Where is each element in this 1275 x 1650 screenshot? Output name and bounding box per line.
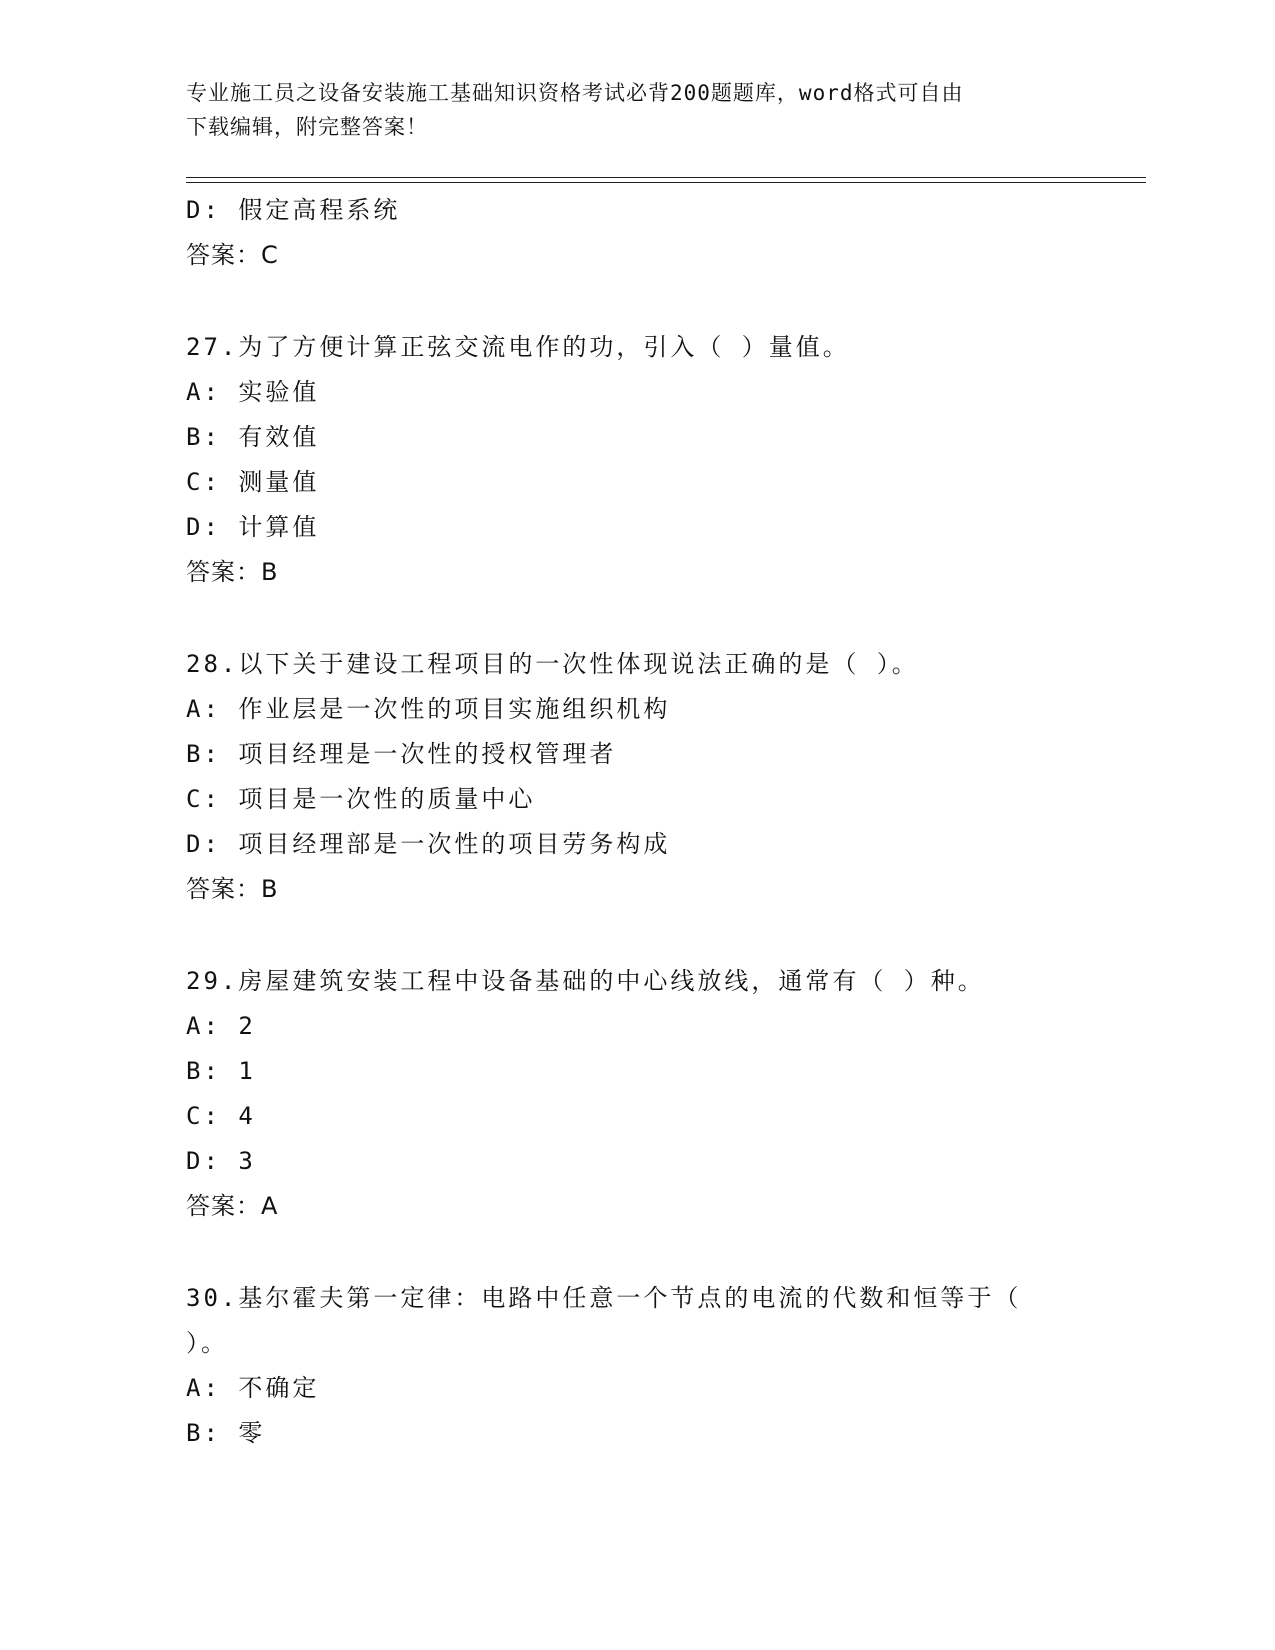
answer-line: 答案：B xyxy=(186,558,279,586)
header-line-2: 下载编辑，附完整答案！ xyxy=(186,115,428,139)
option-a: A: 2 xyxy=(186,1012,256,1040)
option-a: A: 作业层是一次性的项目实施组织机构 xyxy=(186,695,671,723)
question-stem-line-1: 30.基尔霍夫第一定律：电路中任意一个节点的电流的代数和恒等于（ xyxy=(186,1284,1022,1312)
option-d: D: 假定高程系统 xyxy=(186,196,401,224)
question-stem-line-2: ）。 xyxy=(186,1329,228,1357)
option-a: A: 不确定 xyxy=(186,1374,320,1402)
spacer xyxy=(186,278,1086,325)
answer-line: 答案：A xyxy=(186,1192,279,1220)
option-b: B: 1 xyxy=(186,1057,256,1085)
header-line-1: 专业施工员之设备安装施工基础知识资格考试必背200题题库，word格式可自由 xyxy=(186,81,964,105)
question-stem: 27.为了方便计算正弦交流电作的功，引入（ ）量值。 xyxy=(186,333,850,361)
question-stem: 28.以下关于建设工程项目的一次性体现说法正确的是（ ）。 xyxy=(186,650,919,678)
header-rule-top xyxy=(186,177,1146,178)
option-c: C: 测量值 xyxy=(186,468,320,496)
option-c: C: 4 xyxy=(186,1102,256,1130)
spacer xyxy=(186,1229,1086,1276)
option-d: D: 项目经理部是一次性的项目劳务构成 xyxy=(186,830,671,858)
question-29 xyxy=(186,959,1086,1229)
question-27 xyxy=(186,325,1086,595)
option-d: D: 3 xyxy=(186,1147,256,1175)
option-d: D: 计算值 xyxy=(186,513,320,541)
question-28 xyxy=(186,642,1086,912)
option-b: B: 有效值 xyxy=(186,423,320,451)
option-b: B: 零 xyxy=(186,1419,266,1447)
option-a: A: 实验值 xyxy=(186,378,320,406)
spacer xyxy=(186,912,1086,959)
answer-line: 答案：B xyxy=(186,875,279,903)
question-list xyxy=(186,188,1086,1456)
document-header xyxy=(186,76,1086,144)
header-rule-bottom xyxy=(186,182,1146,183)
spacer xyxy=(186,595,1086,642)
option-b: B: 项目经理是一次性的授权管理者 xyxy=(186,740,617,768)
carryover-question xyxy=(186,188,1086,278)
question-stem: 29.房屋建筑安装工程中设备基础的中心线放线，通常有（ ）种。 xyxy=(186,967,985,995)
option-c: C: 项目是一次性的质量中心 xyxy=(186,785,536,813)
question-30 xyxy=(186,1276,1086,1456)
answer-line: 答案：C xyxy=(186,241,279,269)
